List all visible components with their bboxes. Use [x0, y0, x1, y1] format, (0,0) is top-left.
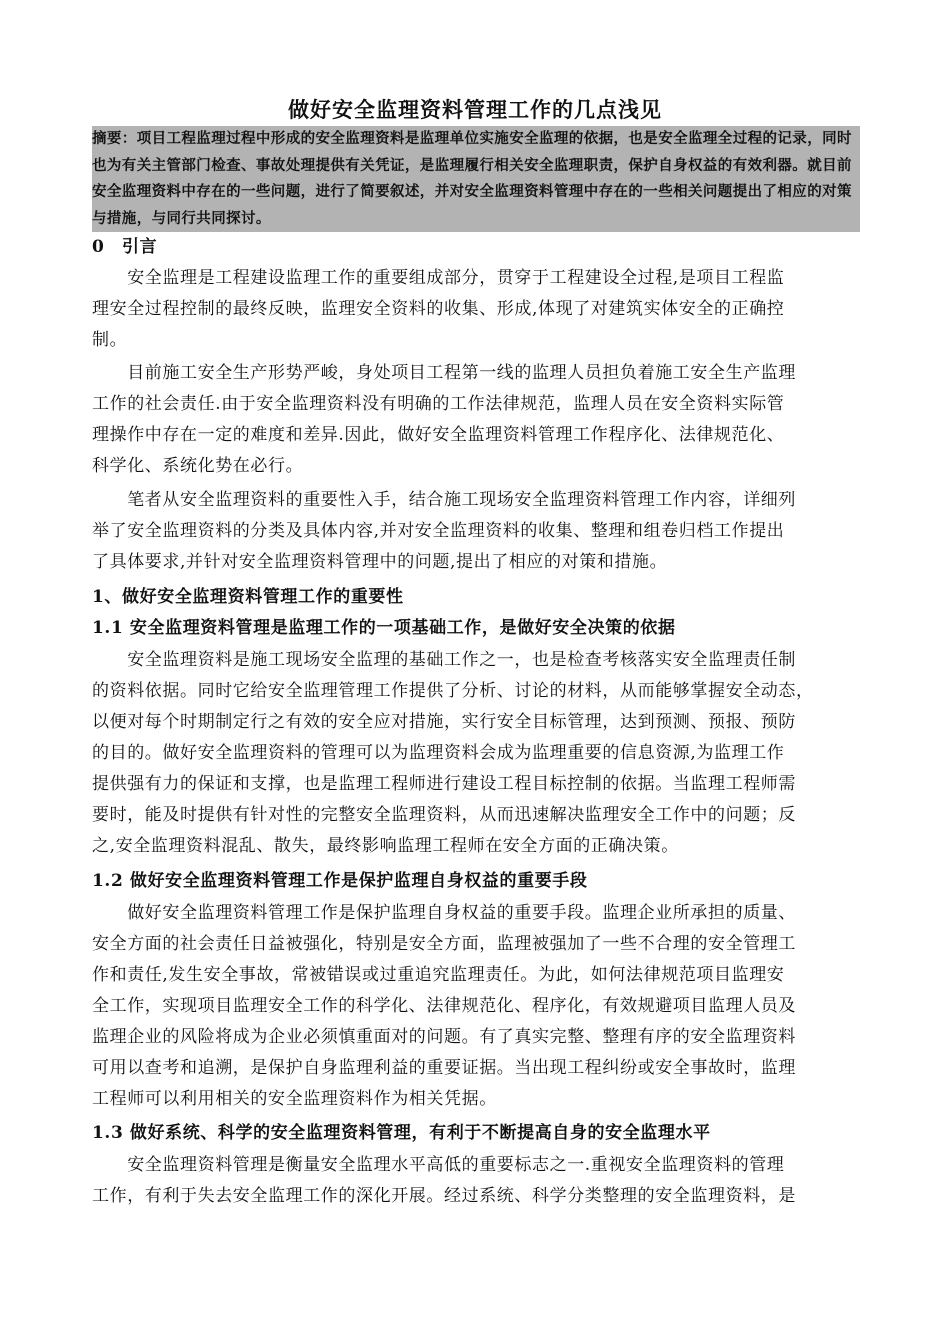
paragraph-line: 之,安全监理资料混乱、散失，最终影响监理工程师在安全方面的正确决策。	[92, 836, 679, 856]
paragraph-line: 科学化、系统化势在必行。	[92, 456, 304, 476]
paragraph-line: 制。	[92, 330, 128, 350]
paragraph-line: 目前施工安全生产形势严峻，身处项目工程第一线的监理人员担负着施工安全生产监理	[92, 363, 796, 383]
paragraph-line: 安全监理资料管理是衡量安全监理水平高低的重要标志之一.重视安全监理资料的管理	[92, 1155, 785, 1175]
paragraph-line: 以便对每个时期制定行之有效的安全应对措施，实行安全目标管理，达到预测、预报、预防	[92, 712, 796, 732]
paragraph-line: 了具体要求,并针对安全监理资料管理中的问题,提出了相应的对策和措施。	[92, 552, 668, 572]
abstract-block: 摘要：项目工程监理过程中形成的安全监理资料是监理单位实施安全监理的依据，也是安全监理全过程的记录，同时也为有关主管部门检查、事故处理提供有关凭证，是监理履行相关安全监理职责，保护自身权益的有效利器。就目前安全监理资料中存在的一些问题，进行了简要叙述，并对安全监理资料管理中存在的一些相关问题提出了相应的对策与措施，与同行共同探讨。	[92, 126, 860, 232]
paragraph-line: 理安全过程控制的最终反映，监理安全资料的收集、形成,体现了对建筑实体安全的正确控	[92, 299, 785, 319]
paragraph-line: 做好安全监理资料管理工作是保护监理自身权益的重要手段。监理企业所承担的质量、	[92, 903, 796, 923]
paragraph-line: 举了安全监理资料的分类及具体内容,并对安全监理资料的收集、整理和组卷归档工作提出	[92, 521, 785, 541]
paragraph-line: 工程师可以利用相关的安全监理资料作为相关凭据。	[92, 1089, 497, 1109]
paragraph-line: 要时，能及时提供有针对性的完整安全监理资料，从而迅速解决监理安全工作中的问题；反	[92, 805, 796, 825]
paragraph-line: 安全监理是工程建设监理工作的重要组成部分，贯穿于工程建设全过程,是项目工程监	[92, 268, 785, 288]
paragraph-line: 的目的。做好安全监理资料的管理可以为监理资料会成为监理重要的信息资源,为监理工作	[92, 743, 785, 763]
paragraph-line: 提供强有力的保证和支撑，也是监理工程师进行建设工程目标控制的依据。当监理工程师需	[92, 774, 796, 794]
section-heading-1: 1、做好安全监理资料管理工作的重要性	[92, 587, 404, 607]
paragraph-line: 全工作，实现项目监理安全工作的科学化、法律规范化、程序化，有效规避项目监理人员及	[92, 996, 796, 1016]
paragraph-line: 理操作中存在一定的难度和差异.因此，做好安全监理资料管理工作程序化、法律规范化、	[92, 425, 785, 445]
paragraph-line: 作和责任,发生安全事故，常被错误或过重追究监理责任。为此，如何法律规范项目监理安	[92, 965, 785, 985]
paragraph-line: 的资料依据。同时它给安全监理管理工作提供了分析、讨论的材料，从而能够掌握安全动态，	[92, 681, 814, 701]
paragraph-line: 笔者从安全监理资料的重要性入手，结合施工现场安全监理资料管理工作内容，详细列	[92, 490, 796, 510]
paragraph-line: 可用以查考和追溯，是保护自身监理利益的重要证据。当出现工程纠纷或安全事故时，监理	[92, 1058, 796, 1078]
section-heading-1-1: 1.1 安全监理资料管理是监理工作的一项基础工作，是做好安全决策的依据	[92, 618, 676, 638]
paragraph-line: 工作的社会责任.由于安全监理资料没有明确的工作法律规范，监理人员在安全资料实际管	[92, 394, 785, 414]
paragraph-line: 安全监理资料是施工现场安全监理的基础工作之一，也是检查考核落实安全监理责任制	[92, 650, 796, 670]
document-title: 做好安全监理资料管理工作的几点浅见	[288, 97, 662, 122]
paragraph-line: 安全方面的社会责任日益被强化，特别是安全方面，监理被强加了一些不合理的安全管理工	[92, 934, 796, 954]
paragraph-line: 工作，有利于失去安全监理工作的深化开展。经过系统、科学分类整理的安全监理资料，是	[92, 1186, 796, 1206]
paragraph-line: 监理企业的风险将成为企业必须慎重面对的问题。有了真实完整、整理有序的安全监理资料	[92, 1027, 796, 1047]
heading-introduction: 0 引言	[92, 237, 158, 257]
section-heading-1-2: 1.2 做好安全监理资料管理工作是保护监理自身权益的重要手段	[92, 871, 588, 891]
section-heading-1-3: 1.3 做好系统、科学的安全监理资料管理，有利于不断提高自身的安全监理水平	[92, 1123, 711, 1143]
